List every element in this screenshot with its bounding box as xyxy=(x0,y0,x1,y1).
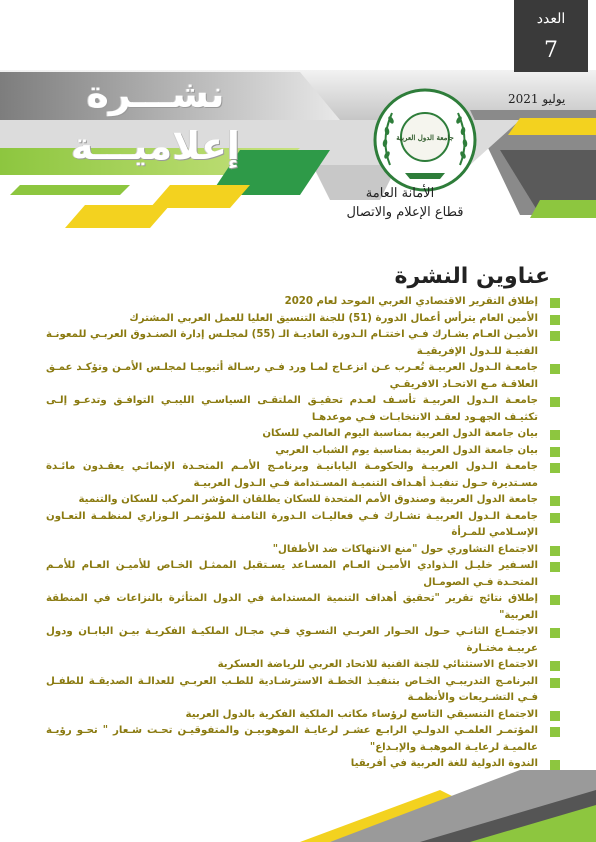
headline-text: بيان جامعة الدول العربية بمناسبة يوم الشباب العربي xyxy=(275,444,538,456)
headline-text: جامعـة الـدول العربيـة تشـارك فـي فعاليـات الـدورة الثامنـة للمؤتمـر الـوزاري لمنظمـة التعـاون الإسـلامي للمـرأة xyxy=(46,510,538,538)
green-right-small xyxy=(530,200,596,218)
headlines-list xyxy=(46,294,552,773)
headline-item xyxy=(46,723,552,756)
headline-item xyxy=(46,657,552,674)
organization-name: الأمانة العامة xyxy=(365,186,435,201)
headline-text: جامعـة الـدول العربيـة تأسـف لعـدم تحقيـق الملتقـى السياسـي الليبـي التوافـق وتدعـو إلـى تكثيـف الجهـود لعقـد الانتخابـات فـي موعدهـا xyxy=(46,395,538,423)
yellow-stripe-right xyxy=(508,118,596,135)
headline-text: الأميـن العـام يشـارك فـي اختتـام الـدورة العاديـة الـ (55) لمجلـس إدارة الصنـدوق العربـي للمعونـة الفنيـة للـدول الإفريقيـة xyxy=(46,329,539,357)
headline-item xyxy=(46,756,552,773)
bullet-square-icon xyxy=(550,513,560,523)
headline-text: البرنامـج التدريبـي الخـاص بتنفيـذ الخطـة الاسترشـادية للطـب العربـي للعدالـة الصديقـة للطفـل فـي التشـريعات والأنظمـة xyxy=(46,675,538,703)
headline-item xyxy=(46,558,552,591)
headline-text: إطلاق نتائج تقرير "تحقيق أهداف التنمية المستدامة في الدول المتأثرة بالنزاعات في المنطقة العربية" xyxy=(46,593,538,621)
publication-title: نشـــرة إعلاميـــة xyxy=(71,72,240,168)
headline-item xyxy=(46,426,552,443)
green-stripe-thin xyxy=(10,185,130,195)
issue-label: العدد xyxy=(536,11,566,27)
headline-text: جامعـة الـدول العربيـة والحكومـة اليابانيـة وبرنامـج الأمـم المتحـدة الإنمائـي يعقـدون مائـدة مسـتديرة حـول تنفيـذ أهـداف التنميـة المسـتدامة فـي الـدول العربيـة xyxy=(46,461,538,489)
headline-item xyxy=(46,393,552,426)
bullet-square-icon xyxy=(550,727,560,737)
headline-text: المؤتمـر العلمـي الدولـي الرابـع عشـر لرعايـة الموهوبيـن والمتفوقيـن تحـت شـعار " تحـو رؤيـة عالميـة لرعايـة الموهبـة والإبـداع" xyxy=(46,725,538,753)
headline-text: جامعـة الـدول العربيـة تُعـرب عـن انزعـاج لمـا ورد فـي رسـالة أثيوبيـا لمجلـس الأمـن وتؤكـد عمـق العلاقـة مـع الاتحـاد الافريقـي xyxy=(46,362,538,390)
publication-date: يوليو 2021 xyxy=(508,92,566,106)
headline-item xyxy=(46,327,552,360)
issue-box xyxy=(514,0,588,72)
bullet-square-icon xyxy=(550,760,560,770)
headline-text: الاجتمـاع الثانـي حـول الحـوار العربـي النسـوي فـي مجـال الملكيـة الفكريـة بيـن اليابـان ودول عربيـة مختـارة xyxy=(46,626,538,654)
headline-text: الاجتماع التنسيقي التاسع لرؤساء مكاتب الملكية الفكرية بالدول العربية xyxy=(185,708,538,720)
bullet-square-icon xyxy=(550,661,560,671)
headline-text: الاجتماع التشاوري حول "منع الانتهاكات ضد الأطفال" xyxy=(272,543,538,555)
headline-item xyxy=(46,624,552,657)
bullet-square-icon xyxy=(550,298,560,308)
headline-item xyxy=(46,707,552,724)
bullet-square-icon xyxy=(550,595,560,605)
headline-text: الأمين العام يترأس أعمال الدورة (51) للجنة التنسيق العليا للعمل العربي المشترك xyxy=(129,312,538,324)
headline-text: إطلاق التقرير الاقتصادي العربي الموحد لعام 2020 xyxy=(284,296,538,307)
headline-text: السـفير خليـل الـذوادي الأميـن العـام المسـاعد يسـتقبل الممثـل الخـاص للأميـن العـام للأمـم المتحـدة فـي الصومـال xyxy=(46,560,538,588)
bullet-square-icon xyxy=(550,315,560,325)
yellow-stripe-left xyxy=(65,205,170,228)
bullet-square-icon xyxy=(550,628,560,638)
bullet-square-icon xyxy=(550,562,560,572)
headline-item xyxy=(46,542,552,559)
headline-item xyxy=(46,294,552,311)
headline-item xyxy=(46,311,552,328)
headline-item xyxy=(46,360,552,393)
headline-item xyxy=(46,492,552,509)
headline-text: جامعة الدول العربية وصندوق الأمم المتحدة للسكان يطلقان المؤشر المركب للسكان والتنمية xyxy=(78,494,538,505)
headline-text: الاجتماع الاستثنائي للجنة الفنية للاتحاد العربي للرياضة العسكرية xyxy=(217,659,538,670)
headline-item xyxy=(46,443,552,460)
bullet-square-icon xyxy=(550,546,560,556)
headline-item xyxy=(46,674,552,707)
bullet-square-icon xyxy=(550,711,560,721)
bullet-square-icon xyxy=(550,496,560,506)
bullet-square-icon xyxy=(550,447,560,457)
bullet-square-icon xyxy=(550,678,560,688)
headline-item xyxy=(46,459,552,492)
bullet-square-icon xyxy=(550,364,560,374)
bullet-square-icon xyxy=(550,331,560,341)
yellow-stripe-mid xyxy=(150,185,250,208)
headline-item xyxy=(46,591,552,624)
headline-text: بيان جامعة الدول العربية بمناسبة اليوم العالمي للسكان xyxy=(262,428,538,439)
department-name: قطاع الإعلام والاتصال xyxy=(346,205,464,220)
headlines-title: عناوين النشرة xyxy=(394,264,550,289)
bullet-square-icon xyxy=(550,397,560,407)
bullet-square-icon xyxy=(550,463,560,473)
headline-text: الندوة الدولية للغة العربية في أفريقيا xyxy=(350,758,538,769)
issue-number: 7 xyxy=(544,38,558,63)
bullet-square-icon xyxy=(550,430,560,440)
emblem-text: جامعة الدول العربية xyxy=(396,133,454,142)
headline-item xyxy=(46,509,552,542)
arab-league-emblem xyxy=(370,85,480,195)
